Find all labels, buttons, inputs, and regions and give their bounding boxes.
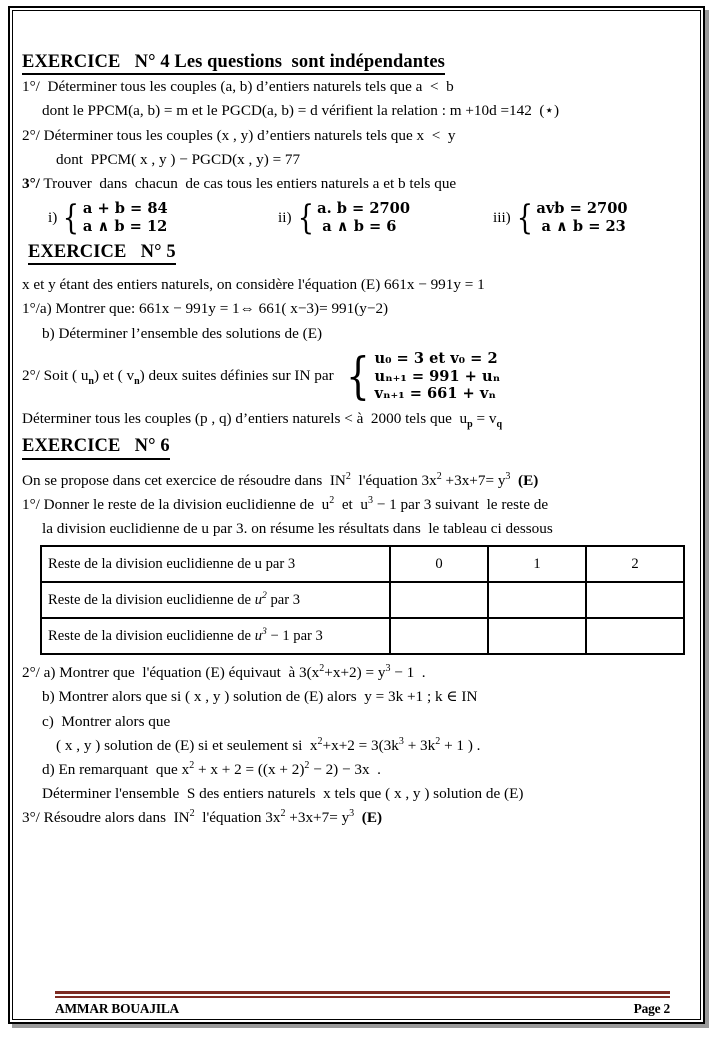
- ex5-seq-eq2: uₙ₊₁ = 991 + uₙ: [374, 367, 501, 385]
- table-cell: [488, 582, 586, 618]
- ex4-q1-line1: 1°/ Déterminer tous les couples (a, b) d’entiers naturels tels que a < b: [22, 78, 454, 96]
- ex4-system-i-eq2: a ∧ b = 12: [82, 218, 168, 236]
- ex6-q2a-sup2: 3: [385, 663, 391, 675]
- ex6-intro-b: l'équation 3x: [350, 471, 437, 489]
- ex6-q2c-b: +x+2 = 3(3k: [322, 736, 399, 754]
- left-brace-icon: {: [345, 347, 370, 406]
- ex6-q2d: [22, 759, 694, 779]
- document-content: [22, 52, 694, 972]
- ex4-q3-text: Trouver dans chacun de cas tous les entiers naturels a et b tels que: [39, 175, 457, 193]
- ex6-q1-c: − 1 par 3 suivant le reste de: [372, 495, 549, 513]
- ex4-q1-line2: dont le PPCM(a, b) = m et le PGCD(a, b) = d vérifient la relation : m +10d =142 (⋆): [42, 102, 560, 120]
- footer-author: AMMAR BOUAJILA: [55, 1001, 180, 1016]
- ex5-q2-tail: [22, 410, 694, 431]
- ex4-q2-line2: dont PPCM( x , y ) − PGCD(x , y) = 77: [56, 150, 301, 168]
- ex6-q2c-sup3: 2: [435, 735, 441, 747]
- table-row-label-tail: par 3: [266, 591, 301, 608]
- page-footer: [55, 991, 670, 1017]
- ex6-q2a-sup: 2: [319, 663, 325, 675]
- ex4-system-i: [48, 197, 278, 238]
- table-row-label-text: Reste de la division euclidienne de: [48, 627, 255, 644]
- ex5-intro: x et y étant des entiers naturels, on considère l'équation (E) 661x − 991y = 1: [22, 276, 485, 294]
- ex6-q2c-c: + 3k: [403, 736, 436, 754]
- ex6-intro-a: On se propose dans cet exercice de résoudre dans IN: [22, 471, 346, 489]
- table-cell: [586, 582, 684, 618]
- ex6-q2b: b) Montrer alors que si ( x , y ) solution de (E) alors y = 3k +1 ; k ∈ IN: [42, 688, 478, 706]
- table-cell: [390, 582, 488, 618]
- ex6-q1-b: et u: [334, 495, 368, 513]
- exercise-5-heading: EXERCICE N° 5: [28, 242, 176, 265]
- left-brace-icon: {: [297, 197, 314, 238]
- ex6-q3: [22, 810, 694, 825]
- ex5-q1b: b) Déterminer l’ensemble des solutions de (E): [42, 324, 323, 342]
- table-cell: [488, 618, 586, 654]
- ex5-q2-tail-a: Déterminer tous les couples (p , q) d’entiers naturels < à 2000 tels que u: [22, 410, 468, 428]
- ex4-system-iii: [493, 197, 628, 238]
- table-cell: [586, 618, 684, 654]
- remainder-table: [40, 545, 685, 655]
- ex4-systems-group: [22, 197, 694, 238]
- ex5-q2-lead: [22, 367, 334, 388]
- ex6-q2c-a: ( x , y ) solution de (E) si et seulement si x: [56, 736, 318, 754]
- table-cell: 1: [488, 546, 586, 582]
- ex6-intro-c: +3x+7= y: [441, 471, 506, 489]
- table-row-label: [41, 582, 390, 618]
- ex6-q2a: [22, 665, 694, 680]
- ex5-q2-row: [22, 347, 694, 406]
- ex6-intro: [22, 470, 694, 489]
- table-cell: 2: [586, 546, 684, 582]
- ex6-intro-sup3: 3: [505, 470, 511, 482]
- ex6-q2a-c: − 1 .: [390, 664, 426, 682]
- ex4-system-ii-eq2: a ∧ b = 6: [317, 218, 397, 236]
- left-brace-icon: {: [62, 197, 80, 238]
- ex6-q2c-sup2: 3: [398, 735, 404, 747]
- ex5-seq-eq3: vₙ₊₁ = 661 + vₙ: [374, 385, 496, 403]
- ex6-q2d-a: d) En remarquant que x: [42, 761, 190, 779]
- table-row: [41, 546, 684, 582]
- ex5-q2-tail-sub1: p: [467, 419, 473, 431]
- table-row: [41, 582, 684, 618]
- exercise-6-heading-row: [22, 436, 694, 459]
- ex6-q1-line2: la division euclidienne de u par 3. on résume les résultats dans le tableau ci dessous: [42, 520, 553, 538]
- exercise-5-heading-row: [22, 242, 694, 265]
- exercise-6-heading: EXERCICE N° 6: [22, 436, 170, 459]
- ex4-system-iii-eq2: a ∧ b = 23: [536, 218, 626, 236]
- ex6-q1-a: 1°/ Donner le reste de la division euclidienne de u: [22, 495, 330, 513]
- ex4-system-ii-eq1: a. b = 2700: [317, 200, 410, 218]
- table-row: [41, 618, 684, 654]
- ex6-q2c-line: [22, 735, 694, 754]
- table-row-label-math: $u^3$: [254, 625, 267, 644]
- ex5-q2-tail-mid: = v: [472, 410, 497, 428]
- ex6-intro-sup2: 2: [436, 470, 442, 482]
- footer-rule: [55, 991, 670, 998]
- ex6-q1-sup2: 3: [367, 494, 373, 506]
- ex6-q3-sup1: 2: [189, 808, 195, 820]
- ex4-q2-line1: 2°/ Déterminer tous les couples (x , y) d’entiers naturels tels que x < y: [22, 126, 456, 144]
- ex5-q2-lead-c: ) deux suites définies sur IN par: [139, 367, 334, 385]
- ex6-q2d-sup2: 2: [304, 759, 310, 771]
- ex6-q2d-c: − 2) − 3x .: [309, 761, 381, 779]
- table-cell: 0: [390, 546, 488, 582]
- ex5-sub-n2: n: [134, 376, 140, 388]
- ex6-q3-d: (E): [354, 809, 383, 827]
- ex5-sub-n1: n: [88, 376, 94, 388]
- ex5-q1a: 1°/a) Montrer que: 661x − 991y = 1⇔ 661( x−3)= 991(y−2): [22, 300, 389, 318]
- table-row-label-text: Reste de la division euclidienne de: [48, 591, 255, 608]
- table-cell: [390, 618, 488, 654]
- exercise-4-heading: EXERCICE N° 4 Les questions sont indépendantes: [22, 52, 445, 75]
- ex6-q3-sup2: 2: [280, 808, 286, 820]
- left-brace-icon: {: [516, 197, 533, 238]
- ex4-system-i-eq1: a + b = 84: [82, 200, 168, 218]
- ex6-q2a-a: 2°/ a) Montrer que l'équation (E) équivaut à 3(x: [22, 664, 320, 682]
- ex6-q1-line1: [22, 494, 694, 513]
- ex4-system-ii-label: ii): [278, 209, 292, 227]
- table-row-label: [41, 618, 390, 654]
- ex6-intro-sup: 2: [345, 470, 351, 482]
- ex6-q2c: c) Montrer alors que: [42, 712, 171, 730]
- table-row-label: [41, 546, 390, 582]
- ex6-q3-a: 3°/ Résoudre alors dans IN: [22, 809, 190, 827]
- ex6-intro-d: (E): [510, 471, 539, 489]
- ex5-q2-lead-b: ) et ( v: [94, 367, 135, 385]
- ex6-q2c-d: + 1 ) .: [440, 736, 481, 754]
- ex4-system-ii: [278, 197, 493, 238]
- ex6-q1-sup1: 2: [329, 494, 335, 506]
- ex6-q2d-sup1: 2: [189, 759, 195, 771]
- ex6-q2d-b: + x + 2 = ((x + 2): [194, 761, 305, 779]
- ex5-seq-eq1: u₀ = 3 et v₀ = 2: [374, 349, 498, 367]
- ex4-q3-marker: 3°/: [22, 175, 40, 193]
- ex4-system-iii-eq1: avb = 2700: [536, 200, 628, 218]
- exercise-4-heading-row: [22, 52, 694, 75]
- table-row-label-text: Reste de la division euclidienne de u par 3: [48, 555, 296, 572]
- ex4-q3-lead: [22, 176, 694, 191]
- table-row-label-tail: − 1 par 3: [266, 627, 323, 644]
- footer-page-number: Page 2: [633, 1001, 670, 1016]
- footer-text-row: [55, 1001, 670, 1017]
- table-row-label-math: $u^2$: [254, 589, 267, 608]
- ex6-q2d-line2: Déterminer l'ensemble S des entiers naturels x tels que ( x , y ) solution de (E): [42, 785, 524, 803]
- ex4-system-iii-label: iii): [493, 209, 511, 227]
- ex6-q2a-b: +x+2) = y: [324, 664, 386, 682]
- ex6-q2c-sup1: 2: [317, 735, 323, 747]
- ex6-q3-c: +3x+7= y: [285, 809, 350, 827]
- ex6-q3-sup3: 3: [349, 808, 355, 820]
- ex5-q2-lead-a: 2°/ Soit ( u: [22, 367, 89, 385]
- ex6-q3-b: l'équation 3x: [194, 809, 281, 827]
- ex5-q2-tail-sub2: q: [496, 419, 503, 431]
- ex4-system-i-label: i): [48, 209, 58, 227]
